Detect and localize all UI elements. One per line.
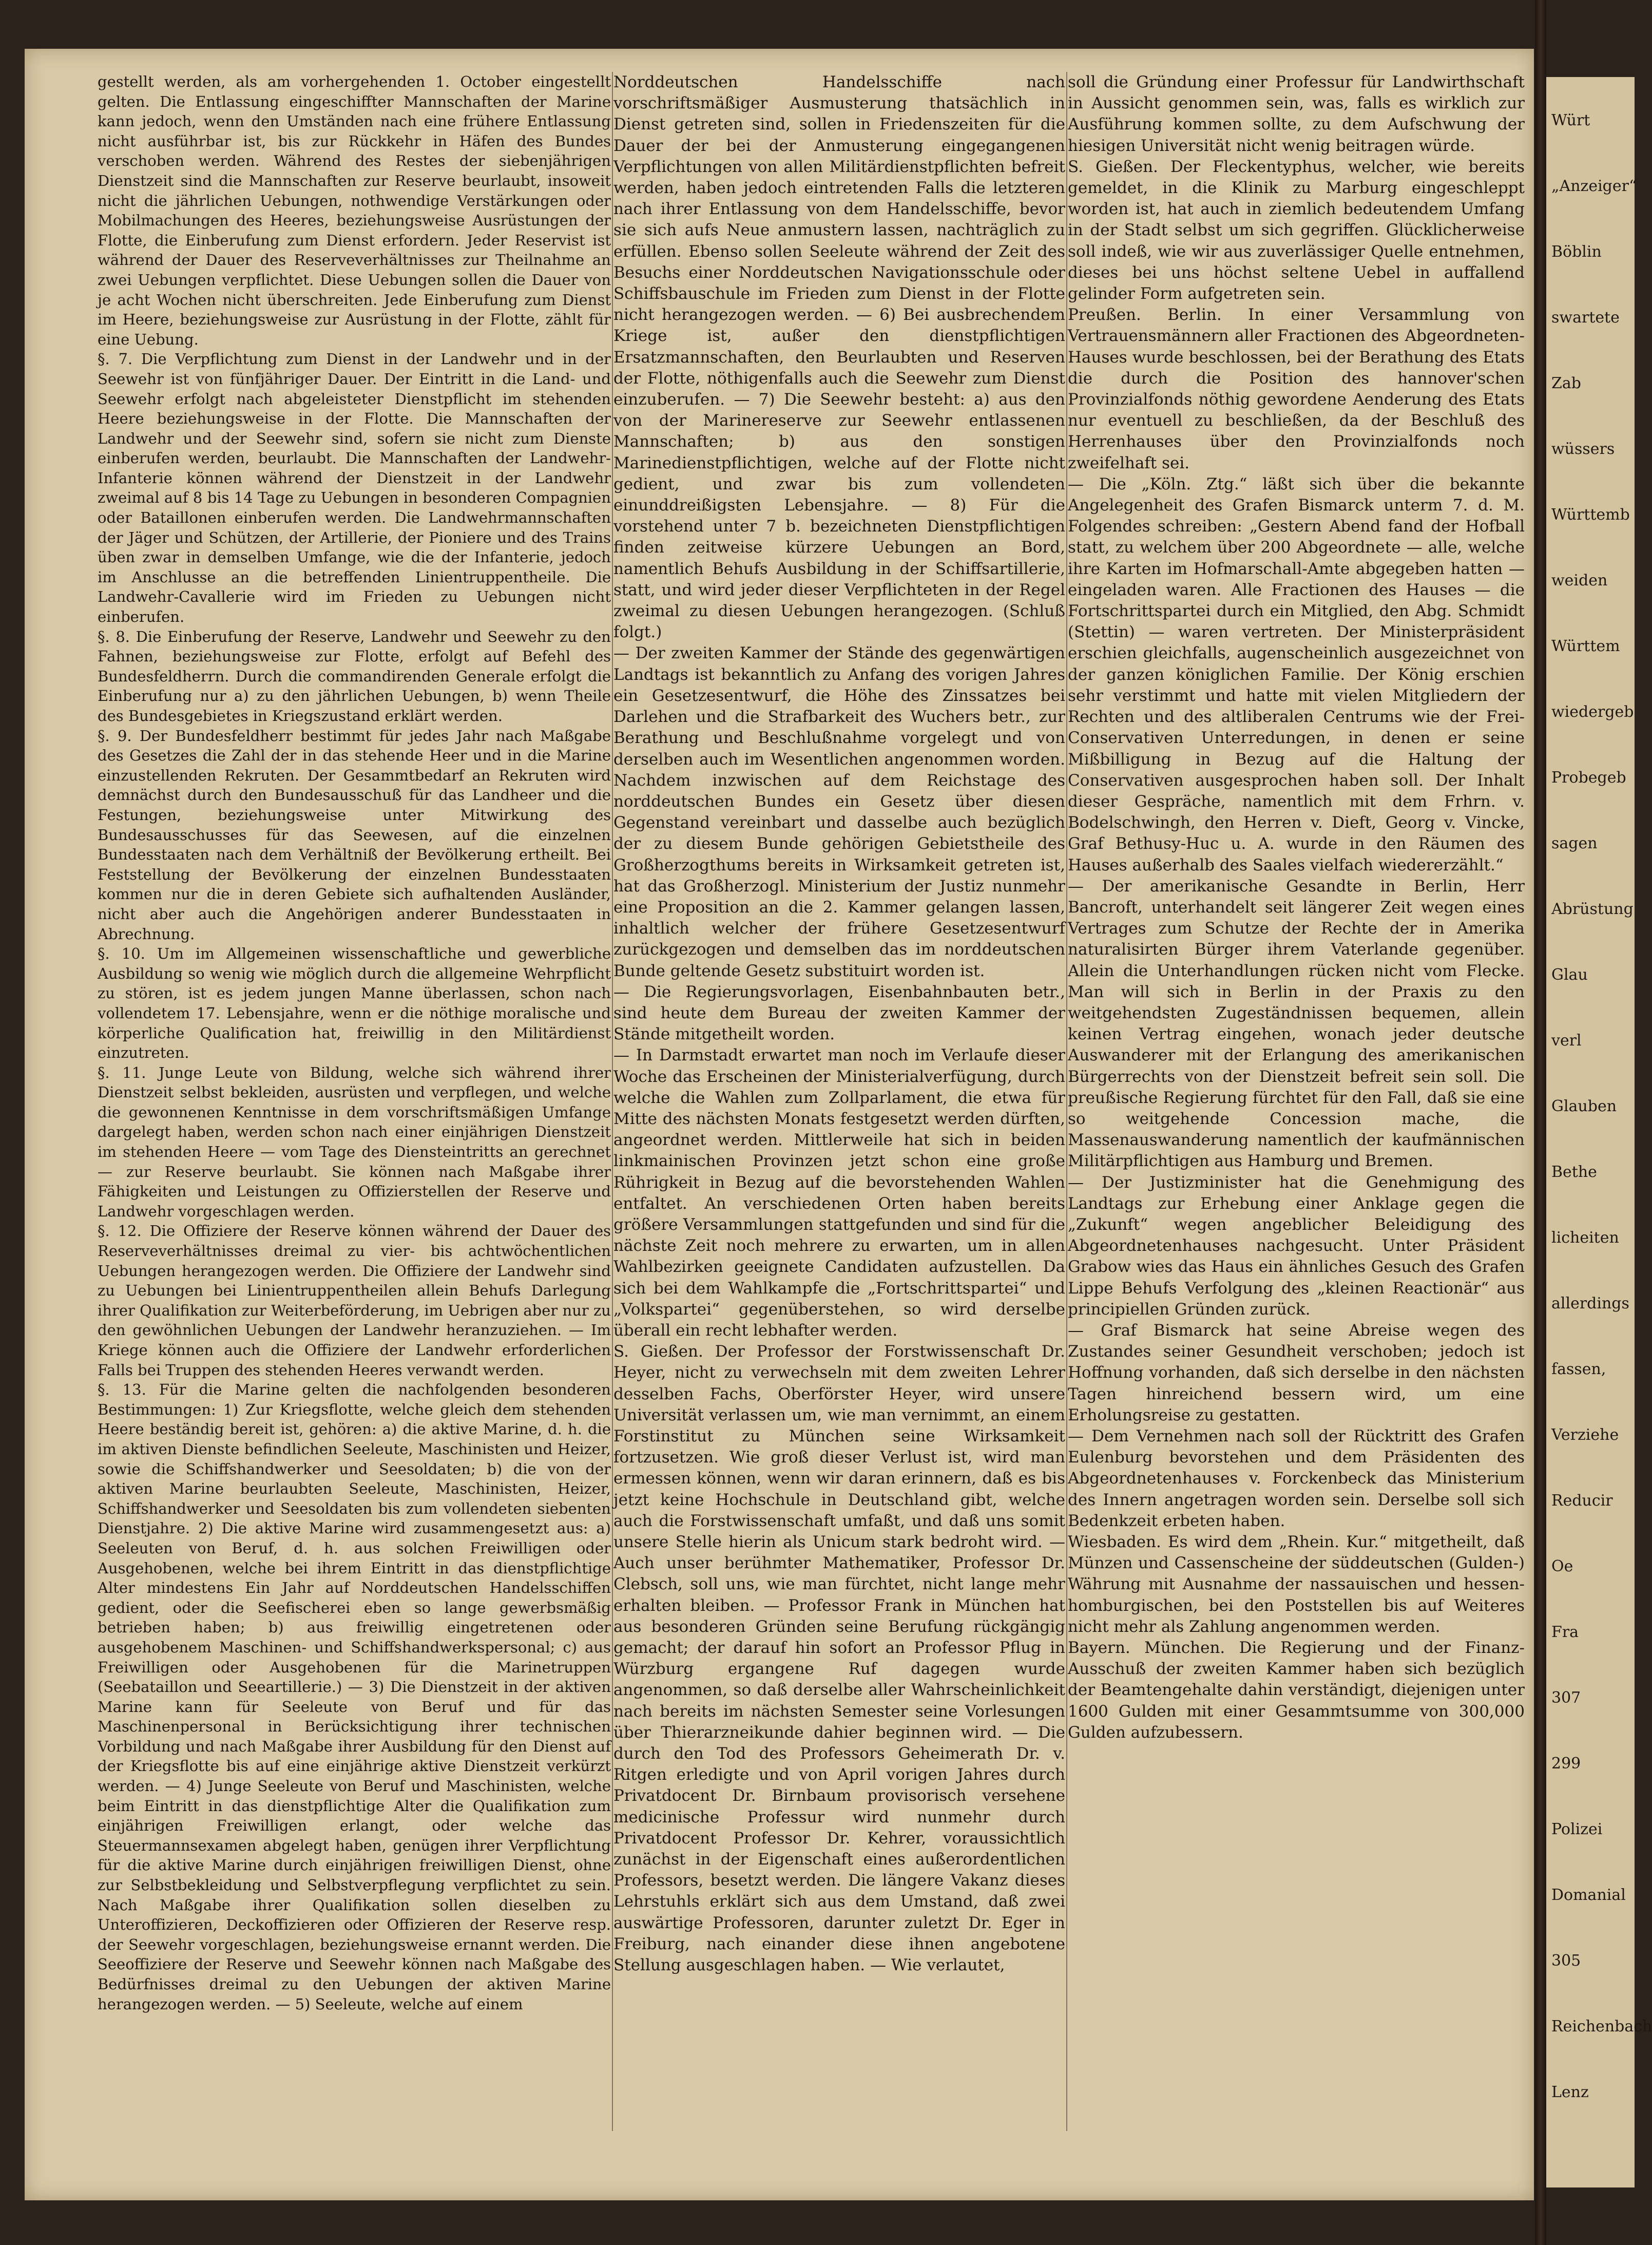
article-paragraph: §. 9. Der Bundesfeldherr bestimmt für jedes Jahr nach Maßgabe des Gesetzes die Zahl der in das stehende Heer und in die Marine einzustellenden Rekruten. Der Gesammtbedarf an Rekruten wird demnächst durch den Bundesausschuß für das Landheer und die Festungen, beziehungsweise unter Mitwirkung des Bundesausschusses für das Seewesen, auf die einzelnen Bundesstaaten nach dem Verhältniß der Bevölkerung ertheilt. Bei Feststellung der Bevölkerung der einzelnen Bundesstaaten kommen nur die in deren Gebiete sich aufhaltenden Ausländer, nicht aber auch die Angehörigen anderer Bundesstaaten in Abrechnung.: [98, 727, 611, 943]
adjacent-page-fragment: sagen: [1551, 834, 1598, 852]
article-paragraph: §. 10. Um im Allgemeinen wissenschaftliche und gewerbliche Ausbildung so wenig wie möglich durch die allgemeine Wehrpflicht zu stören, ist es jedem jungen Manne überlassen, schon nach vollendetem 17. Lebensjahre, wenn er die nöthige moralische und körperliche Qualification hat, freiwillig in den Militärdienst einzutreten.: [98, 945, 611, 1062]
article-paragraph: — Der Justizminister hat die Genehmigung des Landtags zur Erhebung einer Anklage gegen die „Zukunft“ wegen angeblicher Beleidigung des Abgeordnetenhauses nachgesucht. Unter Präsident Grabow wies das Haus ein ähnliches Gesuch des Grafen Lippe Behufs Verfolgung des „kleinen Reactionär“ aus principiellen Gründen zurück.: [1068, 1173, 1525, 1319]
adjacent-page-fragment: „Anzeiger“: [1551, 177, 1637, 195]
article-paragraph: Bayern. München. Die Regierung und der Finanz-Ausschuß der zweiten Kammer haben sich bezüglich der Beamtengehalte dahin verständigt, diejenigen unter 1600 Gulden mit einer Gesammtsumme von 300,000 Gulden aufzubessern.: [1068, 1639, 1525, 1742]
article-paragraph: §. 7. Die Verpflichtung zum Dienst in der Landwehr und in der Seewehr ist von fünfjähriger Dauer. Der Eintritt in die Land- und Seewehr erfolgt nach abgeleisteter Dienstpflicht im stehenden Heere beziehungsweise in der Flotte. Die Mannschaften der Landwehr und der Seewehr sind, sofern sie nicht zum Dienste einberufen werden, beurlaubt. Die Mannschaften der Landwehr-Infanterie können während der Dienstzeit in der Landwehr zweimal auf 8 bis 14 Tage zu Uebungen in besonderen Compagnien oder Bataillonen einberufen werden. Die Landwehrmannschaften der Jäger und Schützen, der Artillerie, der Pioniere und des Trains üben zwar in demselben Umfange, wie die der Infanterie, jedoch im Anschlusse an die betreffenden Linientruppentheile. Die Landwehr-Cavallerie wird im Frieden zu Uebungen nicht einberufen.: [98, 350, 611, 626]
adjacent-page-fragment: Reichenbach: [1551, 2018, 1652, 2035]
adjacent-page-fragment: 305: [1551, 1952, 1581, 1970]
article-paragraph: gestellt werden, als am vorhergehenden 1. October eingestellt gelten. Die Entlassung eingeschiffter Mannschaften der Marine kann jedoch, wenn den Umständen nach eine frühere Entlassung nicht ausführbar ist, bis zur Rückkehr in Häfen des Bundes verschoben werden. Während des Restes der siebenjährigen Dienstzeit sind die Mannschaften zur Reserve beurlaubt, insoweit nicht die jährlichen Uebungen, nothwendige Verstärkungen oder Mobilmachungen des Heeres, beziehungsweise Ausrüstungen der Flotte, die Einberufung zum Dienst erfordern. Jeder Reservist ist während der Dauer des Reserveverhältnisses zur Theilnahme an zwei Uebungen verpflichtet. Diese Uebungen sollen die Dauer von je acht Wochen nicht überschreiten. Jede Einberufung zum Dienst im Heere, beziehungsweise zur Ausrüstung in der Flotte, zählt für eine Uebung.: [98, 73, 611, 348]
article-paragraph: soll die Gründung einer Professur für Landwirthschaft in Aussicht genommen sein, was, falls es wirklich zur Ausführung kommen sollte, zu dem Aufschwung der hiesigen Universität nicht wenig beitragen würde.: [1068, 73, 1525, 155]
article-paragraph: Preußen. Berlin. In einer Versammlung von Vertrauensmännern aller Fractionen des Abgeordneten-Hauses wurde beschlossen, bei der Berathung des Etats die durch die Position des hannover'schen Provinzialfonds nöthig gewordene Aenderung des Etats nur eventuell zu beschließen, da der Beschluß des Herrenhauses über den Provinzialfonds noch zweifelhaft sei.: [1068, 306, 1525, 472]
adjacent-page-fragment: weiden: [1551, 572, 1608, 589]
article-paragraph: §. 8. Die Einberufung der Reserve, Landwehr und Seewehr zu den Fahnen, beziehungsweise zur Flotte, erfolgt auf Befehl des Bundesfeldherrn. Durch die commandirenden Generale erfolgt die Einberufung nur a) zu den jährlichen Uebungen, b) wenn Theile des Bundesgebietes in Kriegszustand erklärt werden.: [98, 627, 611, 725]
adjacent-page-fragment: wüssers: [1551, 440, 1615, 458]
adjacent-page-fragment: Würt: [1551, 111, 1590, 129]
adjacent-page-fragment: Zab: [1551, 374, 1581, 392]
adjacent-page-fragment: Lenz: [1551, 2083, 1589, 2101]
article-paragraph: Norddeutschen Handelsschiffe nach vorschriftsmäßiger Ausmusterung thatsächlich in Dienst getreten sind, sollen in Friedenszeiten für die Dauer der bei der Anmusterung eingegangenen Verpflichtungen von allen Militärdienstpflichten befreit werden, haben jedoch eintretenden Falls die letzteren nach ihrer Entlassung von dem Handelsschiffe, bevor sie sich aufs Neue anmustern lassen, nachträglich zu erfüllen. Ebenso sollen Seeleute während der Zeit des Besuchs einer Norddeutschen Navigationsschule oder Schiffsbauschule im Frieden zum Dienst in der Flotte nicht herangezogen werden. — 6) Bei ausbrechendem Kriege ist, außer den dienstpflichtigen Ersatzmannschaften, den Beurlaubten und Reserven der Flotte, nöthigenfalls auch die Seewehr zum Dienst einzuberufen. — 7) Die Seewehr besteht: a) aus den von der Marinereserve zur Seewehr entlassenen Mannschaften; b) aus den sonstigen Marinedienstpflichtigen, welche auf der Flotte nicht gedient, und zwar bis zum vollendeten einunddreißigsten Lebensjahre. — 8) Für die vorstehend unter 7 b. bezeichneten Dienstpflichtigen finden zeitweise kürzere Uebungen an Bord, namentlich Behufs Ausbildung in der Schiffsartillerie, statt, und wird jeder dieser Verpflichteten in der Regel zweimal zu diesen Uebungen herangezogen. (Schluß folgt.): [613, 73, 1065, 642]
article-paragraph: §. 11. Junge Leute von Bildung, welche sich während ihrer Dienstzeit selbst bekleiden, ausrüsten und verpflegen, und welche die gewonnenen Kenntnisse in dem vorschriftsmäßigen Umfange dargelegt haben, werden schon nach einer einjährigen Dienstzeit im stehenden Heere — vom Tage des Diensteintritts an gerechnet — zur Reserve beurlaubt. Sie können nach Maßgabe ihrer Fähigkeiten und Leistungen zu Offizierstellen der Reserve und Landwehr vorgeschlagen werden.: [98, 1063, 611, 1220]
article-paragraph: — Die Regierungsvorlagen, Eisenbahnbauten betr., sind heute dem Bureau der zweiten Kammer der Stände mitgetheilt worden.: [613, 982, 1065, 1044]
adjacent-page-edge: [1546, 77, 1652, 2187]
adjacent-page-fragment: Böblin: [1551, 243, 1602, 261]
adjacent-page-fragment: Württemb: [1551, 506, 1630, 524]
article-paragraph: — Die „Köln. Ztg.“ läßt sich über die bekannte Angelegenheit des Grafen Bismarck unterm 7. d. M. Folgendes schreiben: „Gestern Abend fand der Hofball statt, zu welchem über 200 Abgeordnete — alle, welche ihre Karten im Hofmarschall-Amte abgegeben hatten — eingeladen waren. Alle Fractionen des Hauses — die Fortschrittspartei durch ein Mitglied, den Abg. Schmidt (Stettin) — waren vertreten. Der Ministerpräsident erschien gleichfalls, augenscheinlich ausgezeichnet von der ganzen königlichen Familie. Der König erschien sehr verstimmt und hatte mit vielen Mitgliedern der Rechten und des altliberalen Centrums wie der Frei-Conservativen Unterredungen, in denen er seine Mißbilligung in Bezug auf die Haltung der Conservativen ausgesprochen haben soll. Der Inhalt dieser Gespräche, namentlich mit dem Frhrn. v. Bodelschwingh, den Herren v. Dieft, Georg v. Vincke, Graf Bethusy-Huc u. A. wurde in den Räumen des Hauses außerhalb des Saales vielfach wiedererzählt.“: [1068, 474, 1525, 874]
adjacent-page-fragment: Glauben: [1551, 1097, 1617, 1115]
column-3: [1068, 72, 1525, 2131]
article-paragraph: — In Darmstadt erwartet man noch im Verlaufe dieser Woche das Erscheinen der Ministerialverfügung, durch welche die Wahlen zum Zollparlament, die etwa für Mitte des nächsten Monats festgesetzt werden dürften, angeordnet werden. Mittlerweile hat sich in beiden linkmainischen Provinzen jetzt schon eine große Rührigkeit in Bezug auf die bevorstehenden Wahlen entfaltet. An verschiedenen Orten haben bereits größere Versammlungen stattgefunden und sind für die nächste Zeit noch mehrere zu erwarten, um in allen Wahlbezirken geeignete Candidaten aufzustellen. Da sich bei dem Wahlkampfe die „Fortschrittspartei“ und „Volkspartei“ gegenüberstehen, so wird derselbe überall ein recht lebhafter werden.: [613, 1046, 1065, 1340]
article-paragraph: S. Gießen. Der Fleckentyphus, welcher, wie bereits gemeldet, in die Klinik zu Marburg eingeschleppt worden ist, hat auch in ziemlich bedeutendem Umfang in der Stadt selbst um sich gegriffen. Glücklicherweise soll indeß, wie wir aus zuverlässiger Quelle entnehmen, dieses bei uns höchst seltene Uebel in auffallend gelinder Form aufgetreten sein.: [1068, 157, 1525, 303]
article-paragraph: §. 12. Die Offiziere der Reserve können während der Dauer des Reserveverhältnisses dreimal zu vier- bis achtwöchentlichen Uebungen herangezogen werden. Die Offiziere der Landwehr sind zu Uebungen bei Linientruppentheilen allein Behufs Darlegung ihrer Qualifikation zur Weiterbeförderung, im Uebrigen aber nur zu den gewöhnlichen Uebungen der Landwehr heranzuziehen. — Im Kriege können auch die Offiziere der Landwehr erforderlichen Falls bei Truppen des stehenden Heeres verwandt werden.: [98, 1222, 611, 1379]
column-1: [98, 72, 611, 2131]
adjacent-page-fragment: Verziehe: [1551, 1426, 1619, 1444]
adjacent-page-fragment: verl: [1551, 1032, 1582, 1050]
adjacent-page-fragment: 307: [1551, 1689, 1581, 1707]
adjacent-page-fragment: Fra: [1551, 1623, 1579, 1641]
adjacent-page-fragment: Domanial: [1551, 1886, 1626, 1904]
adjacent-page-fragment: Abrüstung: [1551, 900, 1634, 918]
adjacent-page-fragment: swartete: [1551, 309, 1620, 327]
book-spine: [1535, 0, 1546, 2245]
column-2: [613, 72, 1065, 2131]
adjacent-page-fragment: Probegeb: [1551, 769, 1626, 787]
adjacent-page-fragment: Württem: [1551, 637, 1620, 655]
adjacent-page-fragment: Polizei: [1551, 1820, 1603, 1838]
article-paragraph: Wiesbaden. Es wird dem „Rhein. Kur.“ mitgetheilt, daß Münzen und Cassenscheine der süddeutschen (Gulden-) Währung mit Ausnahme der nassauischen und hessen-homburgischen, bei den Poststellen bis auf Weiteres nicht mehr als Zahlung angenommen werden.: [1068, 1533, 1525, 1636]
adjacent-page-fragment: wiedergeb: [1551, 703, 1634, 721]
article-paragraph: — Dem Vernehmen nach soll der Rücktritt des Grafen Eulenburg bevorstehen und dem Präsidenten des Abgeordnetenhauses v. Forckenbeck das Ministerium des Innern angetragen worden sein. Derselbe soll sich Bedenkzeit erbeten haben.: [1068, 1427, 1525, 1530]
adjacent-page-fragment: fassen,: [1551, 1360, 1606, 1378]
article-paragraph: — Der zweiten Kammer der Stände des gegenwärtigen Landtags ist bekanntlich zu Anfang des vorigen Jahres ein Gesetzesentwurf, die Höhe des Zinssatzes bei Darlehen und die Strafbarkeit des Wuchers betr., zur Berathung und Beschlußnahme vorgelegt und von derselben auch im Wesentlichen angenommen worden. Nachdem inzwischen auf dem Reichstage des norddeutschen Bundes ein Gesetz über diesen Gegenstand vereinbart und dasselbe auch bezüglich der zu diesem Bunde gehörigen Gebietstheile des Großherzogthums bereits in Wirksamkeit getreten ist, hat das Großherzogl. Ministerium der Justiz nunmehr eine Proposition an die 2. Kammer gelangen lassen, inhaltlich welcher der frühere Gesetzesentwurf zurückgezogen und demselben das im norddeutschen Bunde geltende Gesetz substituirt worden ist.: [613, 644, 1065, 980]
article-paragraph: — Der amerikanische Gesandte in Berlin, Herr Bancroft, unterhandelt seit längerer Zeit wegen eines Vertrages zum Schutze der Rechte der in Amerika naturalisirten Bürger ihrem Vaterlande gegenüber. Allein die Unterhandlungen rücken nicht vom Flecke. Man will sich in Berlin in der Praxis zu den weitgehendsten Zugeständnissen bequemen, allein keinen Vertrag eingehen, wonach jeder deutsche Auswanderer mit der Erlangung des amerikanischen Bürgerrechts von der Dienstzeit befreit sein soll. Die preußische Regierung fürchtet für den Fall, daß sie eine so weitgehende Concession mache, die Massenauswanderung namentlich der kaufmännischen Militärpflichtigen aus Hamburg und Bremen.: [1068, 877, 1525, 1171]
adjacent-page-fragment: Bethe: [1551, 1163, 1597, 1181]
article-paragraph: S. Gießen. Der Professor der Forstwissenschaft Dr. Heyer, nicht zu verwechseln mit dem zweiten Lehrer desselben Fachs, Oberförster Heyer, wird unsere Universität verlassen um, wie man vernimmt, an einem Forstinstitut zu München seine Wirksamkeit fortzusetzen. Wie groß dieser Verlust ist, wird man ermessen können, wenn wir daran erinnern, daß es bis jetzt keine Hochschule in Deutschland gibt, welche auch die Forstwissenschaft umfaßt, und daß uns somit unsere Stelle hierin als Unicum stark bedroht wird. — Auch unser berühmter Mathematiker, Professor Dr. Clebsch, soll uns, wie man fürchtet, nicht lange mehr erhalten bleiben. — Professor Frank in München hat aus besonderen Gründen seine Berufung rückgängig gemacht; der darauf hin sofort an Professor Pflug in Würzburg ergangene Ruf dagegen wurde angenommen, so daß derselbe aller Wahrscheinlichkeit nach bereits im nächsten Semester seine Vorlesungen über Thierarzneikunde dahier beginnen wird. — Die durch den Tod des Professors Geheimerath Dr. v. Ritgen erledigte und von April vorigen Jahres durch Privatdocent Dr. Birnbaum provisorisch versehene medicinische Professur wird nunmehr durch Privatdocent Professor Dr. Kehrer, voraussichtlich zunächst in der Eigenschaft eines außerordentlichen Professors, besetzt werden. Die längere Vakanz dieses Lehrstuhls erklärt sich aus dem Umstand, daß zwei auswärtige Professoren, darunter zuletzt Dr. Eger in Freiburg, nach einander diese ihnen angebotene Stellung ausgeschlagen haben. — Wie verlautet,: [613, 1342, 1065, 1975]
adjacent-page-fragment: allerdings: [1551, 1295, 1629, 1312]
column-rule-2: [1066, 72, 1067, 2131]
article-paragraph: §. 13. Für die Marine gelten die nachfolgenden besonderen Bestimmungen: 1) Zur Kriegsflotte, welche gleich dem stehenden Heere beständig bereit ist, gehören: a) die aktive Marine, d. h. die im aktiven Dienste befindlichen Seeleute, Maschinisten und Heizer, sowie die Schiffshandwerker und Seesoldaten; b) die von der aktiven Marine beurlaubten Seeleute, Maschinisten, Heizer, Schiffshandwerker und Seesoldaten bis zum vollendeten siebenten Dienstjahre. 2) Die aktive Marine wird zusammengesetzt aus: a) Seeleuten von Beruf, d. h. aus solchen Freiwilligen oder Ausgehobenen, welche bei ihrem Eintritt in das dienstpflichtige Alter mindestens Ein Jahr auf Norddeutschen Handelsschiffen gedient, oder die Seefischerei eben so lange gewerbsmäßig betrieben haben; b) aus freiwillig eingetretenen oder ausgehobenem Maschinen- und Schiffshandwerkspersonal; c) aus Freiwilligen oder Ausgehobenen für die Marinetruppen (Seebataillon und Seeartillerie.) — 3) Die Dienstzeit in der aktiven Marine kann für Seeleute von Beruf und für das Maschinenpersonal in Berücksichtigung ihrer technischen Vorbildung und nach Maßgabe ihrer Ausbildung für den Dienst auf der Kriegsflotte bis auf eine einjährige aktive Dienstzeit verkürzt werden. — 4) Junge Seeleute von Beruf und Maschinisten, welche beim Eintritt in das dienstpflichtige Alter die Qualifikation zum einjährigen Freiwilligen erlangt, oder welche das Steuermannsexamen abgelegt haben, genügen ihrer Verpflichtung für die aktive Marine durch einjährigen freiwilligen Dienst, ohne zur Selbstbekleidung und Selbstverpflegung verpflichtet zu sein. Nach Maßgabe ihrer Qualifikation sollen dieselben zu Unteroffizieren, Deckoffizieren oder Offizieren der Reserve resp. der Seewehr vorgeschlagen, beziehungsweise ernannt werden. Die Seeoffiziere der Reserve und Seewehr können nach Maßgabe des Bedürfnisses dreimal zu den Uebungen der aktiven Marine herangezogen werden. — 5) Seeleute, welche auf einem: [98, 1381, 611, 2013]
article-paragraph: — Graf Bismarck hat seine Abreise wegen des Zustandes seiner Gesundheit verschoben; jedoch ist Hoffnung vorhanden, daß sich derselbe in den nächsten Tagen hinreichend bessern wird, um eine Erholungsreise zu gestatten.: [1068, 1321, 1525, 1424]
adjacent-page-fragment: 299: [1551, 1755, 1581, 1773]
column-rule-1: [612, 72, 613, 2131]
adjacent-page-fragment: licheiten: [1551, 1229, 1619, 1247]
adjacent-page-fragment: Oe: [1551, 1557, 1573, 1575]
adjacent-page-fragment: Glau: [1551, 966, 1588, 984]
adjacent-page-fragment: Reducir: [1551, 1492, 1613, 1510]
